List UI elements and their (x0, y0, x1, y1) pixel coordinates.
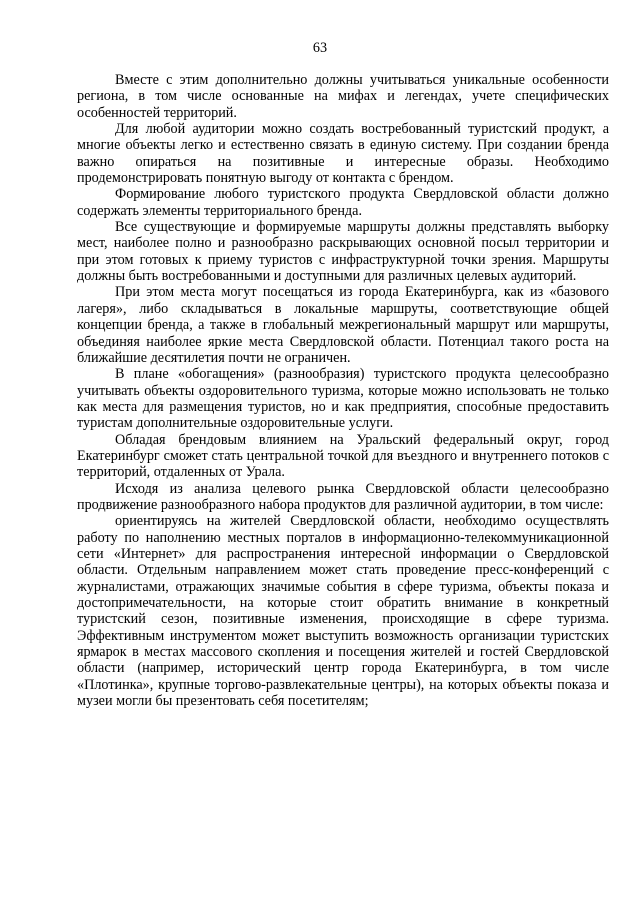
body-text (77, 72, 609, 709)
page-number: 63 (312, 40, 328, 56)
paragraph: Для любой аудитории можно создать востребованный туристский продукт, а многие объекты легко и естественно связать в единую систему. При создании бренда важно опираться на позитивные и интересные образы. Необходимо продемонстрировать понятную выгоду от контакта с брендом. (77, 121, 609, 187)
paragraph: Обладая брендовым влиянием на Уральский федеральный округ, город Екатеринбург сможет стать центральной точкой для въездного и внутреннего потоков с территорий, отдаленных от Урала. (77, 431, 609, 481)
paragraph: ориентируясь на жителей Свердловской области, необходимо осуществлять работу по наполнению местных порталов в информационно-телекоммуникационной сети «Интернет» для распространения интересной информации о Свердловской области. Отдельным направлением может стать проведение пресс-конференций с журналистами, отражающих значимые события в сфере туризма, объекты показа и достопримечательности, на которые стоит обратить внимание в конкретный туристский сезон, позитивные изменения, происходящие в сфере туризма. Эффективным инструментом может выступить возможность организации туристских ярмарок в местах массового скопления и посещения жителей и гостей Свердловской области (например, исторический центр города Екатеринбурга, в том числе «Плотинка», крупные торгово-развлекательные центры), на которых объекты показа и музеи могли бы презентовать себя посетителям; (77, 513, 609, 710)
paragraph: Исходя из анализа целевого рынка Свердловской области целесообразно продвижение разнообразного набора продуктов для различной аудитории, в том числе: (77, 480, 609, 513)
paragraph: В плане «обогащения» (разнообразия) туристского продукта целесообразно учитывать объекты оздоровительного туризма, которые можно использовать не только как места для размещения туристов, но и как предприятия, способные предоставить туристам дополнительные оздоровительные услуги. (77, 366, 609, 432)
paragraph: Вместе с этим дополнительно должны учитываться уникальные особенности региона, в том числе основанные на мифах и легендах, учете специфических особенностей территорий. (77, 72, 609, 121)
paragraph: Все существующие и формируемые маршруты должны представлять выборку мест, наиболее полно и разнообразно раскрывающих основной посыл территории и при этом готовых к приему туристов с инфраструктурной точки зрения. Маршруты должны быть востребованными и доступными для различных целевых аудиторий. (77, 219, 609, 285)
paragraph: При этом места могут посещаться из города Екатеринбурга, как из «базового лагеря», либо складываться в локальные маршруты, соответствующие общей концепции бренда, а также в глобальный межрегиональный маршрут или маршруты, объединяя наиболее яркие места Свердловской области. Потенциал такого роста на ближайшие десятилетия почти не ограничен. (77, 284, 609, 366)
paragraph: Формирование любого туристского продукта Свердловской области должно содержать элементы территориального бренда. (77, 186, 609, 219)
